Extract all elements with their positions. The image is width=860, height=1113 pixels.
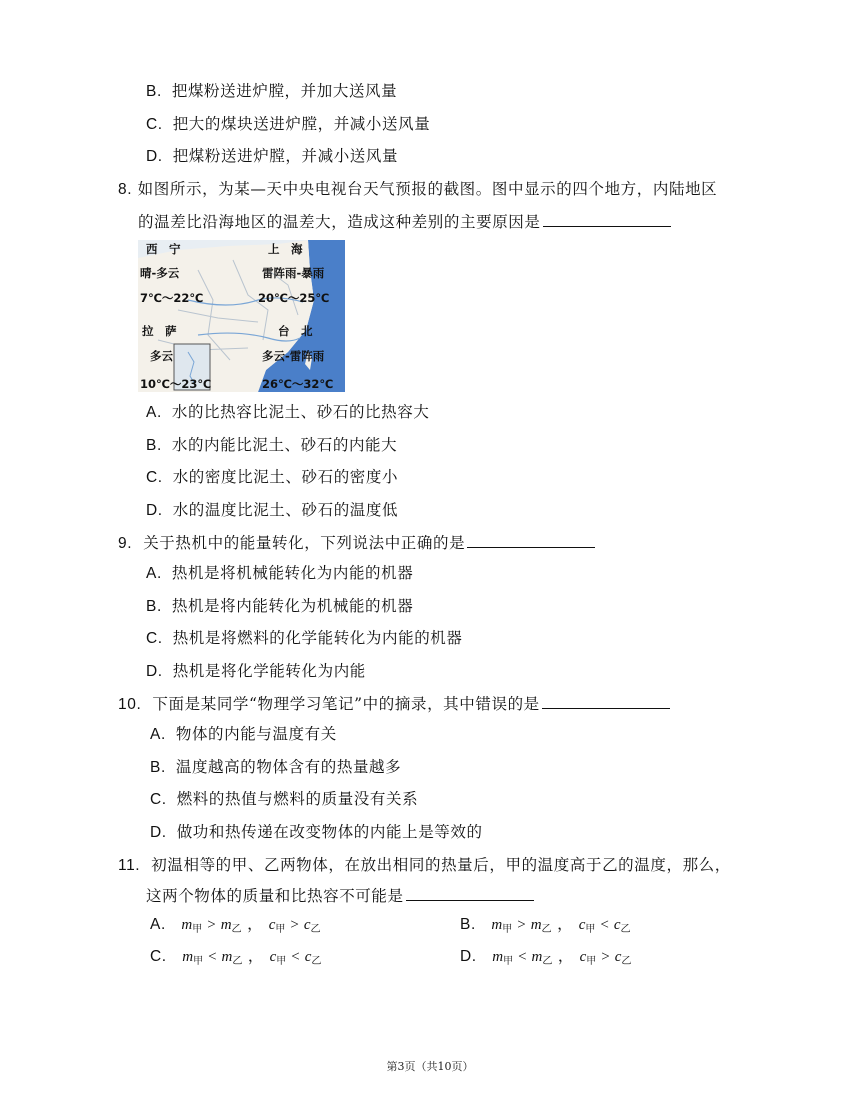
label-taibei-weather: 多云-雷阵雨 — [262, 349, 325, 363]
q7-option-c: C. 把大的煤块送进炉膛，并减小送风量 — [146, 115, 431, 133]
answer-blank[interactable] — [543, 212, 671, 227]
q11-option-b: B. $m_甲 > m_乙$ ， $c_甲 < c_乙$ — [460, 915, 631, 935]
weather-map-image — [138, 240, 345, 392]
q8-option-b: B. 水的内能比泥土、砂石的内能大 — [146, 436, 398, 454]
q10-option-a: A. 物体的内能与温度有关 — [150, 725, 337, 743]
q7-option-b: B. 把煤粉送进炉膛，并加大送风量 — [146, 82, 398, 100]
q9-stem: 9. 关于热机中的能量转化，下列说法中正确的是 — [118, 533, 595, 554]
label-lasa-temp: 10℃～23℃ — [140, 377, 212, 391]
q10-option-c: C. 燃料的热值与燃料的质量没有关系 — [150, 790, 419, 808]
q10-option-d: D. 做功和热传递在改变物体的内能上是等效的 — [150, 823, 483, 841]
label-xining-temp: 7℃～22℃ — [140, 291, 204, 305]
q8-stem-line2: 的温差比沿海地区的温差大，造成这种差别的主要原因是 — [138, 212, 671, 232]
q8-option-c: C. 水的密度比泥土、砂石的密度小 — [146, 468, 399, 486]
q9-option-c: C. 热机是将燃料的化学能转化为内能的机器 — [146, 629, 463, 647]
q9-option-a: A. 热机是将机械能转化为内能的机器 — [146, 564, 414, 582]
label-shanghai-temp: 20℃～25℃ — [258, 291, 330, 305]
q7-option-d: D. 把煤粉送进炉膛，并减小送风量 — [146, 147, 399, 165]
answer-blank[interactable] — [406, 886, 534, 901]
q11-option-a: A. $m_甲 > m_乙$ ， $c_甲 > c_乙$ — [150, 915, 321, 935]
q8-option-d: D. 水的温度比泥土、砂石的温度低 — [146, 501, 399, 519]
q8-option-a: A. 水的比热容比泥土、砂石的比热容大 — [146, 403, 430, 421]
q9-option-b: B. 热机是将内能转化为机械能的机器 — [146, 597, 414, 615]
page-footer: 第3页（共10页） — [386, 1060, 474, 1073]
label-taibei-temp: 26℃～32℃ — [262, 377, 334, 391]
label-xining: 西 宁 — [146, 242, 181, 256]
q10-stem: 10. 下面是某同学“物理学习笔记”中的摘录，其中错误的是 — [118, 694, 670, 715]
q11-stem-line1: 11. 初温相等的甲、乙两物体，在放出相同的热量后，甲的温度高于乙的温度，那么， — [118, 856, 731, 874]
q8-stem-line1: 8. 如图所示，为某—天中央电视台天气预报的截图。图中显示的四个地方，内陆地区 — [118, 180, 718, 198]
label-lasa: 拉 萨 — [142, 324, 177, 338]
label-xining-weather: 晴-多云 — [140, 266, 180, 280]
q11-option-c: C. $m_甲 < m_乙$ ， $c_甲 < c_乙$ — [150, 947, 322, 967]
q11-stem-line2: 这两个物体的质量和比热容不可能是 — [146, 886, 534, 906]
q9-option-d: D. 热机是将化学能转化为内能 — [146, 662, 366, 680]
answer-blank[interactable] — [542, 694, 670, 709]
label-shanghai: 上 海 — [268, 242, 303, 256]
label-lasa-weather: 多云 — [150, 349, 173, 363]
answer-blank[interactable] — [467, 533, 595, 548]
label-shanghai-weather: 雷阵雨-暴雨 — [262, 266, 325, 280]
label-taibei: 台 北 — [278, 324, 313, 338]
q10-option-b: B. 温度越高的物体含有的热量越多 — [150, 758, 402, 776]
q11-option-d: D. $m_甲 < m_乙$ ， $c_甲 > c_乙$ — [460, 947, 632, 967]
